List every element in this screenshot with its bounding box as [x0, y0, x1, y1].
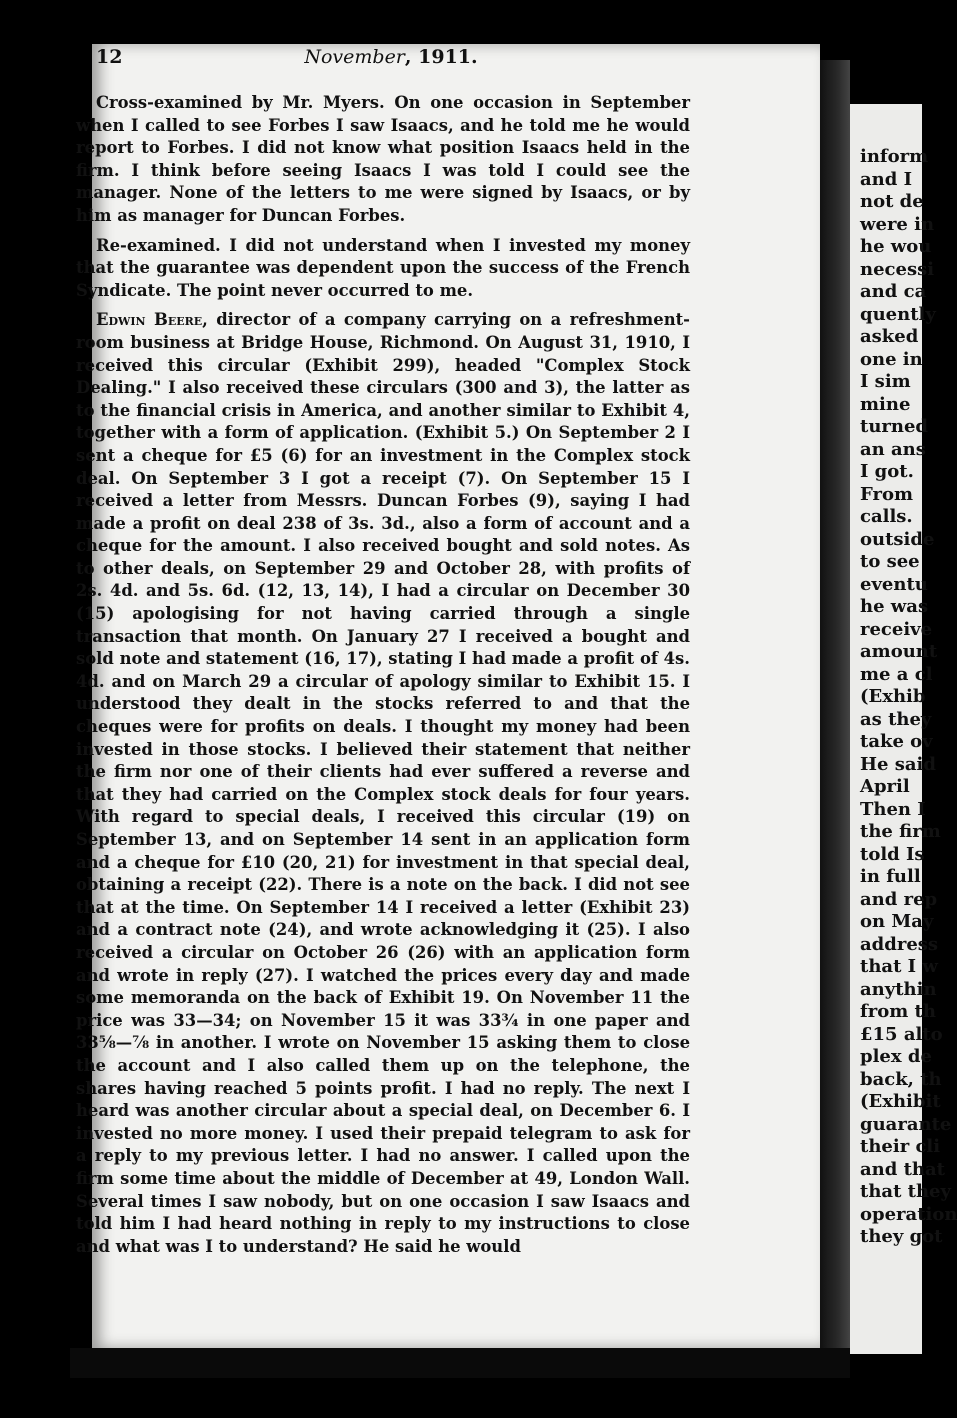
facing-line: and I	[860, 168, 913, 190]
facing-line: inform	[860, 146, 929, 167]
book-gutter	[820, 60, 850, 1350]
facing-line: necessi	[860, 258, 935, 280]
running-head	[96, 46, 686, 72]
facing-line: the firm	[860, 821, 941, 842]
facing-line: asked	[860, 326, 919, 347]
witness-name: Edwin Beere	[96, 310, 203, 330]
facing-line: and ca	[860, 281, 927, 302]
facing-line: he was	[860, 596, 929, 617]
facing-line: their cli	[860, 1136, 941, 1157]
facing-line: to see	[860, 551, 920, 572]
facing-line: me a cl	[860, 663, 933, 685]
facing-line: outside	[860, 528, 935, 550]
facing-line: were in	[860, 213, 935, 235]
facing-line: guarante	[860, 1113, 952, 1135]
facing-line: turned	[860, 416, 929, 437]
facing-line: take ov	[860, 731, 933, 752]
paragraph-cross-examination: Cross-examined by Mr. Myers. On one occasion in September when I called to see Forbes I saw Isaacs, and he told me he would report to Forbes. I did not know what position Isaacs held in the firm. I think before seeing Isaacs I was told I could see the manager. None of the letters to me were signed by Isaacs, or by him as manager for Duncan Forbes.	[76, 93, 690, 225]
facing-line: he wou	[860, 236, 932, 257]
facing-line: and that	[860, 1158, 945, 1180]
facing-line: amount	[860, 641, 938, 662]
facing-line: anythin	[860, 978, 937, 1000]
facing-line: not de	[860, 191, 924, 212]
paragraph-re-examination: Re-examined. I did not understand when I invested my money that the guarantee was dependent upon the success of the French Syndicate. The point never occurred to me.	[76, 235, 690, 300]
page-number: 12	[96, 46, 123, 68]
facing-line: from th	[860, 1001, 936, 1022]
facing-line: April	[860, 776, 910, 797]
facing-line: operation	[860, 1203, 957, 1225]
facing-line: receive	[860, 618, 933, 640]
facing-line: as they	[860, 708, 932, 730]
facing-line: I got.	[860, 461, 914, 482]
facing-line: on May	[860, 911, 934, 932]
facing-line: From	[860, 483, 913, 505]
facing-line: that they	[860, 1181, 951, 1202]
facing-line: I sim	[860, 371, 911, 392]
facing-line: (Exhib	[860, 686, 926, 707]
facing-line: one in	[860, 348, 923, 370]
facing-line: they got	[860, 1226, 943, 1247]
issue-year: , 1911.	[404, 46, 478, 68]
facing-line: an ans	[860, 438, 926, 460]
facing-line: and rep	[860, 888, 938, 910]
facing-line: (Exhibit	[860, 1091, 941, 1112]
facing-line: address	[860, 933, 939, 955]
facing-page-fragment	[850, 104, 957, 1354]
paragraph-witness-testimony	[76, 309, 690, 1258]
facing-line: told Is	[860, 843, 925, 865]
facing-line: quently	[860, 303, 936, 325]
facing-line: £15 alto	[860, 1023, 943, 1045]
scan-border	[70, 1348, 850, 1378]
facing-line: mine	[860, 393, 911, 415]
facing-line: He said	[860, 753, 936, 775]
issue-month: November	[304, 46, 405, 68]
witness-testimony: , director of a company carrying on a refreshment-room business at Bridge House, Richmond. On August 31, 1910, I received this circular (Exhibit 299), headed "Complex Stock Dealing." I also received these circulars (300 and 3), the latter as to the financial crisis in America, and another similar to Exhibit 4, together with a form of application. (Exhibit 5.) On September 2 I sent a cheque for £5 (6) for an investment in the Complex stock deal. On September 3 I got a receipt (7). On September 15 I received a letter from Messrs. Duncan Forbes (9), saying I had made a profit on deal 238 of 3s. 3d., also a form of account and a cheque for the amount. I also received bought and sold notes. As to other deals, on September 29 and October 28, with profits of 2s. 4d. and 5s. 6d. (12, 13, 14), I had a circular on December 30 (15) apologising for not having carried through a single transaction that month. On January 27 I received a bought and sold note and statement (16, 17), stating I had made a profit of 4s. 4d. and on March 29 a circular of apology similar to Exhibit 15. I understood they dealt in the stocks referred to and that the cheques were for profits on deals. I thought my money had been invested in those stocks. I believed their statement that neither the firm nor one of their clients had ever suffered a reverse and that they had carried on the Complex stock deals for four years. With regard to special deals, I received this circular (19) on September 13, and on September 14 sent in an application form and a cheque for £10 (20, 21) for investment in that special deal, obtaining a receipt (22). There is a note on the back. I did not see that at the time. On September 14 I received a letter (Exhibit 23) and a contract note (24), and wrote acknowledging it (25). I also received a circular on October 26 (26) with an application form and wrote in reply (27). I watched the prices every day and made some memoranda on the back of Exhibit 19. On November 11 the price was 33—34; on November 15 it was 33¾ in one paper and 33⅝—⅞ in another. I wrote on November 15 asking them to close the account and I also called them up on the telephone, the shares having reached 5 points profit. I had no reply. The next I heard was another circular about a special deal, on December 6. I invested no more money. I used their prepaid telegram to ask for a reply to my previous letter. I had no answer. I called upon the firm some time about the middle of December at 49, London Wall. Several times I saw nobody, but on one occasion I saw Isaacs and told him I had heard nothing in reply to my instructions to close and what was I to understand? He said he would	[76, 310, 690, 1256]
facing-line: back, th	[860, 1068, 942, 1090]
facing-line: Then I	[860, 798, 926, 820]
facing-line: eventu	[860, 573, 928, 595]
body-text	[76, 92, 690, 1265]
issue-date	[96, 46, 686, 68]
facing-line: plex de	[860, 1046, 932, 1067]
facing-line: that I w	[860, 956, 938, 977]
facing-line: calls.	[860, 506, 913, 527]
facing-page-lines	[860, 146, 957, 1249]
facing-line: in full	[860, 866, 921, 887]
